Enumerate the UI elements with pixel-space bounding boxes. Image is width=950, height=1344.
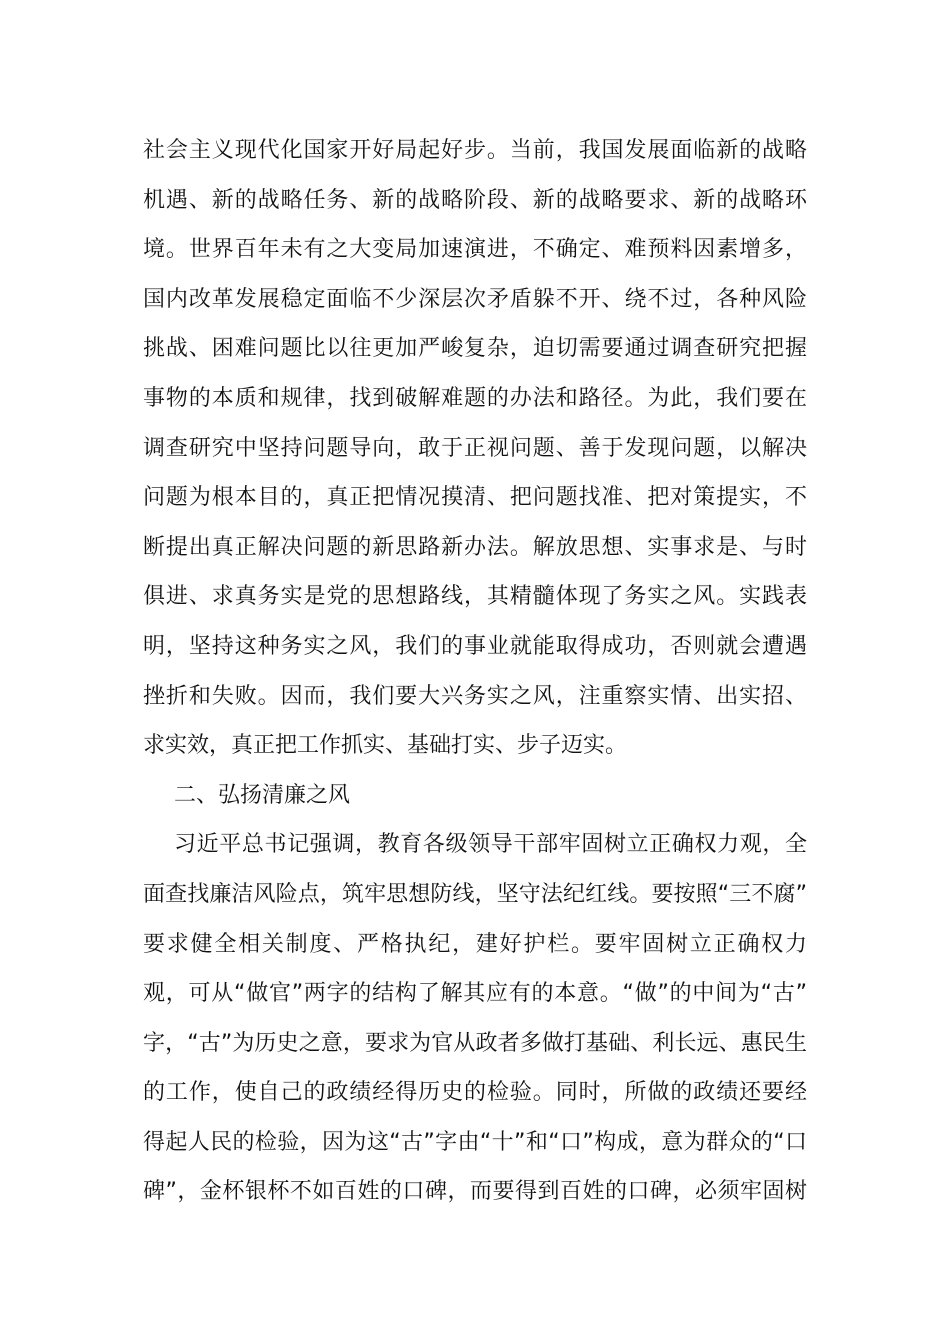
- text-line: 字，“古”为历史之意，要求为官从政者多做打基础、利长远、惠民生: [143, 1030, 807, 1056]
- text-line: 的工作，使自己的政绩经得历史的检验。同时，所做的政绩还要经: [143, 1080, 807, 1106]
- text-line: 明，坚持这种务实之风，我们的事业就能取得成功，否则就会遭遇: [143, 633, 807, 659]
- text-line: 国内改革发展稳定面临不少深层次矛盾躲不开、绕不过，各种风险: [143, 286, 807, 312]
- text-line: 得起人民的检验，因为这“古”字由“十”和“口”构成，意为群众的“口: [143, 1129, 807, 1155]
- text-line: 俱进、求真务实是党的思想路线，其精髓体现了务实之风。实践表: [143, 584, 807, 610]
- text-line: 机遇、新的战略任务、新的战略阶段、新的战略要求、新的战略环: [143, 187, 807, 213]
- text-line: 习近平总书记强调，教育各级领导干部牢固树立正确权力观，全: [174, 832, 807, 858]
- text-line: 社会主义现代化国家开好局起好步。当前，我国发展面临新的战略: [143, 138, 807, 163]
- text-line: 碑”，金杯银杯不如百姓的口碑，而要得到百姓的口碑，必须牢固树: [143, 1179, 807, 1205]
- text-line: 观，可从“做官”两字的结构了解其应有的本意。“做”的中间为“古”: [143, 981, 807, 1007]
- paragraph-2: [143, 820, 807, 1217]
- text-line: 挑战、困难问题比以往更加严峻复杂，迫切需要通过调查研究把握: [143, 336, 807, 362]
- text-line: 求实效，真正把工作抓实、基础打实、步子迈实。: [143, 733, 628, 759]
- text-line: 要求健全相关制度、严格执纪，建好护栏。要牢固树立正确权力: [143, 931, 807, 957]
- section-heading: 二、弘扬清廉之风: [174, 782, 351, 808]
- body-text: [143, 126, 807, 1217]
- text-line: 断提出真正解决问题的新思路新办法。解放思想、实事求是、与时: [143, 534, 807, 560]
- text-line: 面查找廉洁风险点，筑牢思想防线，坚守法纪红线。要按照“三不腐”: [143, 881, 807, 907]
- text-line: 问题为根本目的，真正把情况摸清、把问题找准、把对策提实，不: [143, 485, 807, 511]
- text-line: 调查研究中坚持问题导向，敢于正视问题、善于发现问题，以解决: [143, 435, 807, 461]
- text-line: 事物的本质和规律，找到破解难题的办法和路径。为此，我们要在: [143, 385, 807, 411]
- paragraph-1: [143, 126, 807, 771]
- text-line: 境。世界百年未有之大变局加速演进，不确定、难预料因素增多，: [143, 237, 807, 263]
- text-line: 挫折和失败。因而，我们要大兴务实之风，注重察实情、出实招、: [143, 683, 807, 709]
